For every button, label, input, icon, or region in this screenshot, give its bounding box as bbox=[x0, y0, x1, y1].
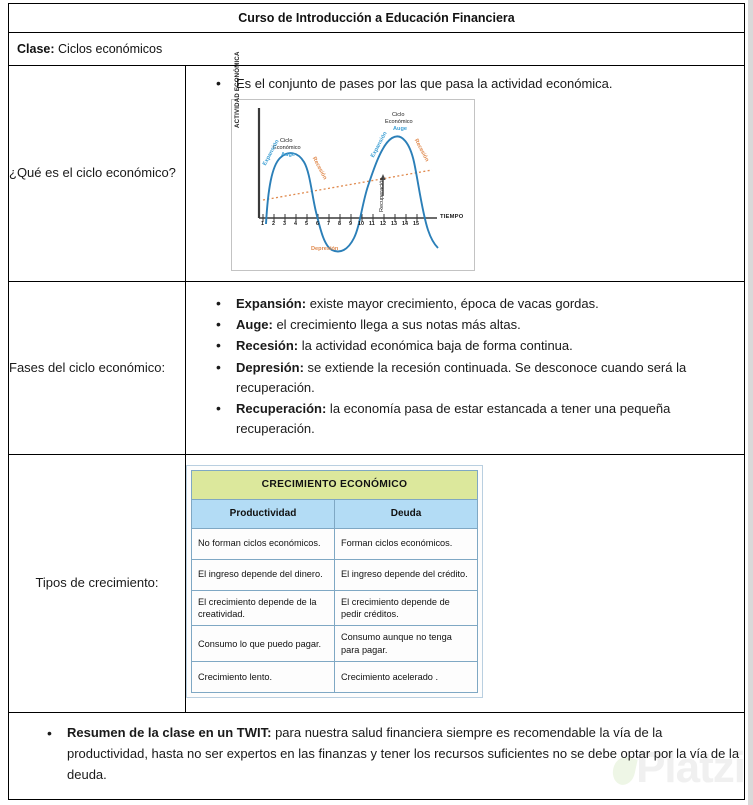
table-row bbox=[192, 662, 478, 693]
chart-xtick-7: 7 bbox=[327, 221, 330, 228]
class-value: Ciclos económicos bbox=[58, 42, 163, 56]
chart-annotation-auge-1: Auge bbox=[281, 152, 295, 159]
chart-xtick-11: 11 bbox=[369, 221, 375, 228]
phases-bullet-list bbox=[186, 294, 744, 439]
chart-x-axis-label: TIEMPO bbox=[440, 214, 464, 221]
chart-annotation-ciclo-2-line2: Económico bbox=[385, 119, 413, 126]
chart-xtick-3: 3 bbox=[283, 221, 286, 228]
summary-bullet-list bbox=[9, 723, 744, 785]
list-item bbox=[186, 336, 744, 356]
chart-xtick-14: 14 bbox=[402, 221, 408, 228]
chart-annotation-expansion-2: Expansión bbox=[370, 131, 389, 159]
list-item bbox=[186, 399, 744, 439]
table-row-title bbox=[9, 4, 745, 33]
growth-cell: Consumo aunque no tenga para pagar. bbox=[335, 626, 478, 662]
row-label-growth-types: Tipos de crecimiento: bbox=[9, 455, 186, 713]
chart-xtick-5: 5 bbox=[305, 221, 308, 228]
table-row-growth-types bbox=[9, 455, 745, 713]
notes-table bbox=[8, 3, 745, 800]
table-row bbox=[192, 559, 478, 590]
growth-table-title-row bbox=[192, 471, 478, 500]
definition-bullet-list bbox=[186, 74, 744, 94]
definition-content bbox=[186, 51, 745, 282]
chart-xtick-6: 6 bbox=[316, 221, 319, 228]
row-label-phases: Fases del ciclo económico: bbox=[9, 282, 186, 455]
list-item bbox=[186, 315, 744, 335]
phases-content bbox=[186, 282, 745, 455]
class-cell bbox=[9, 33, 745, 66]
phase-term: Expansión: bbox=[236, 296, 307, 312]
growth-table-title: CRECIMIENTO ECONÓMICO bbox=[192, 471, 478, 500]
chart-annotation-recesion-2: Recesión bbox=[412, 138, 430, 163]
growth-cell: No forman ciclos económicos. bbox=[192, 528, 335, 559]
growth-cell: El crecimiento depende de la creatividad. bbox=[192, 590, 335, 626]
summary-content bbox=[9, 713, 745, 799]
phase-term: Recesión: bbox=[236, 338, 299, 354]
chart-annotation-ciclo-1-line1: Ciclo bbox=[280, 138, 293, 145]
growth-table-header-row bbox=[192, 500, 478, 529]
chart-xtick-15: 15 bbox=[413, 221, 419, 228]
chart-xtick-9: 9 bbox=[349, 221, 352, 228]
growth-table-wrapper bbox=[186, 465, 744, 698]
platzi-watermark: Platzi bbox=[636, 743, 745, 792]
list-item bbox=[186, 294, 744, 314]
course-title: Curso de Introducción a Educación Financiera bbox=[9, 4, 745, 33]
phase-text: la actividad económica baja de forma continua. bbox=[298, 338, 573, 354]
growth-cell: El ingreso depende del dinero. bbox=[192, 559, 335, 590]
phase-text: se extiende la recesión continuada. Se desconoce cuando será la recuperación. bbox=[236, 359, 687, 395]
list-item bbox=[186, 358, 744, 398]
phase-term: Depresión: bbox=[236, 359, 304, 375]
phase-text: existe mayor crecimiento, época de vacas gordas. bbox=[306, 296, 599, 312]
table-row-class bbox=[9, 33, 745, 66]
growth-cell: Consumo lo que puedo pagar. bbox=[192, 626, 335, 662]
table-row-summary bbox=[9, 713, 745, 799]
summary-text: para nuestra salud financiera siempre es recomendable la vía de la productividad, hasta no ser expertos en las finanzas y tener los recursos suficientes no se debe optar por la vía de la deuda. bbox=[67, 725, 740, 782]
growth-cell: Crecimiento acelerado . bbox=[335, 662, 478, 693]
chart-xtick-2: 2 bbox=[272, 221, 275, 228]
growth-types-content bbox=[186, 455, 745, 713]
phase-text: la economía pasa de estar estancada a tener una pequeña recuperación. bbox=[236, 400, 671, 436]
growth-cell: El ingreso depende del crédito. bbox=[335, 559, 478, 590]
chart-annotation-recuperacion: Recuperación bbox=[379, 177, 385, 213]
chart-annotation-auge-2: Auge bbox=[393, 126, 407, 133]
growth-comparison-table bbox=[191, 470, 478, 693]
chart-trend-line bbox=[263, 170, 432, 200]
growth-cell: Forman ciclos económicos. bbox=[335, 528, 478, 559]
page-edge-shadow bbox=[748, 0, 753, 805]
chart-svg bbox=[232, 100, 474, 270]
growth-cell: El crecimiento depende de pedir créditos. bbox=[335, 590, 478, 626]
chart-xtick-4: 4 bbox=[294, 221, 297, 228]
growth-table-frame bbox=[186, 465, 483, 698]
growth-cell: Crecimiento lento. bbox=[192, 662, 335, 693]
summary-term: Resumen de la clase en un TWIT: bbox=[67, 725, 272, 741]
chart-y-axis-label: ACTIVIDAD ECONÓMICA bbox=[234, 51, 241, 129]
phase-term: Recuperación: bbox=[236, 400, 327, 416]
phase-term: Auge: bbox=[236, 317, 273, 333]
row-label-definition: ¿Qué es el ciclo económico? bbox=[9, 66, 186, 282]
phase-text: el crecimiento llega a sus notas más altas. bbox=[272, 317, 521, 333]
chart-annotation-recesion-1: Recesión bbox=[310, 156, 328, 181]
chart-xtick-10: 10 bbox=[358, 221, 364, 228]
chart-xtick-13: 13 bbox=[391, 221, 397, 228]
chart-annotation-expansion-1: Expansión bbox=[262, 139, 281, 167]
table-row bbox=[192, 590, 478, 626]
chart-annotation-ciclo-1-line2: Económico bbox=[273, 145, 301, 152]
table-row bbox=[192, 626, 478, 662]
table-row bbox=[192, 528, 478, 559]
class-label: Clase: bbox=[17, 42, 55, 56]
list-item: • Es el conjunto de pases por las que pasa la actividad económica. bbox=[186, 74, 744, 94]
table-row-definition bbox=[9, 66, 745, 282]
list-item bbox=[9, 723, 744, 785]
chart-annotation-ciclo-2-line1: Ciclo bbox=[392, 112, 405, 119]
chart-annotation-depresion: Depresión bbox=[311, 246, 339, 253]
growth-col-productividad: Productividad bbox=[192, 500, 335, 529]
growth-col-deuda: Deuda bbox=[335, 500, 478, 529]
chart-xtick-8: 8 bbox=[338, 221, 341, 228]
table-row-phases bbox=[9, 282, 745, 455]
chart-xtick-12: 12 bbox=[380, 221, 386, 228]
chart-xtick-1: 1 bbox=[261, 221, 264, 228]
